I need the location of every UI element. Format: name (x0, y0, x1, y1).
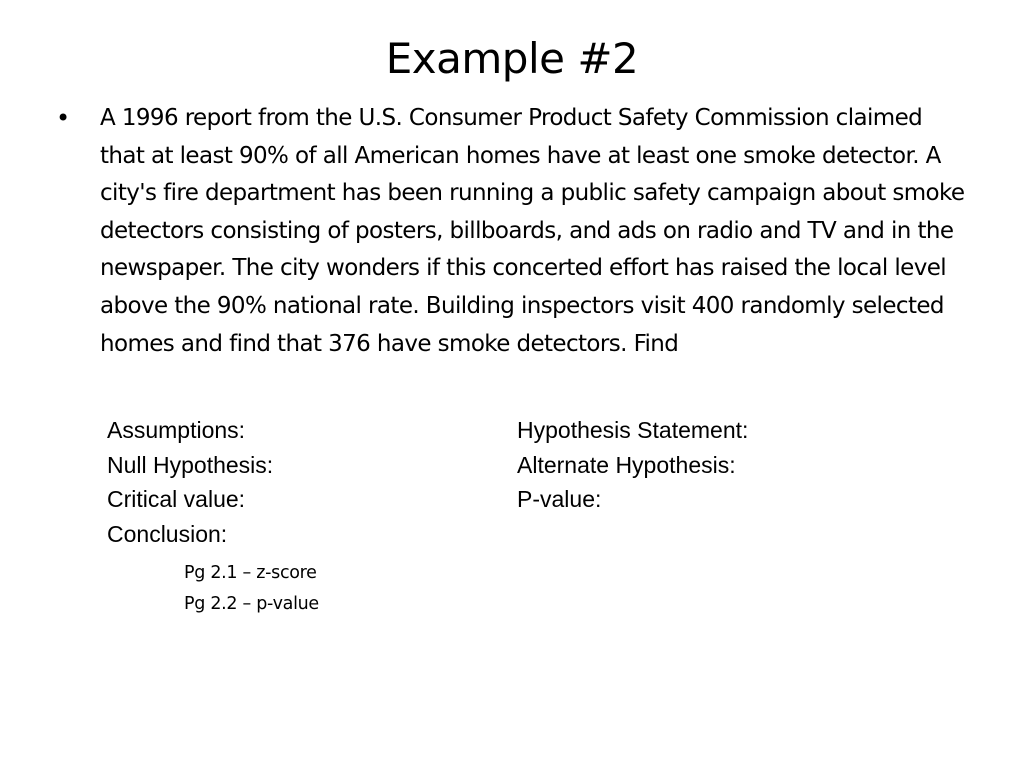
bullet-marker: • (56, 104, 71, 132)
alternate-hypothesis-label: Alternate Hypothesis: (517, 451, 736, 478)
reference-z-score: Pg 2.1 – z-score (184, 563, 317, 583)
null-hypothesis-label: Null Hypothesis: (107, 451, 274, 478)
hypothesis-statement-label: Hypothesis Statement: (517, 417, 749, 443)
slide-title: Example #2 (385, 34, 639, 83)
page-references (184, 558, 319, 620)
conclusion-label: Conclusion: (107, 520, 228, 547)
p-value-label: P-value: (517, 486, 602, 512)
reference-p-value: Pg 2.2 – p-value (184, 594, 319, 614)
critical-value-label: Critical value: (107, 486, 246, 512)
problem-statement: A 1996 report from the U.S. Consumer Product Safety Commission claimed that at least 90% of all American homes have at least one smoke detector. A city's fire department has been running a public safety campaign about smoke detectors consisting of posters, billboards, and ads on radio and TV and in the newspaper. The city wonders if this concerted effort has raised the local level above the 90% national rate. Building inspectors visit 400 randomly selected homes and find that 376 have smoke detectors. Find (100, 105, 965, 357)
assumptions-label: Assumptions: (107, 417, 246, 443)
